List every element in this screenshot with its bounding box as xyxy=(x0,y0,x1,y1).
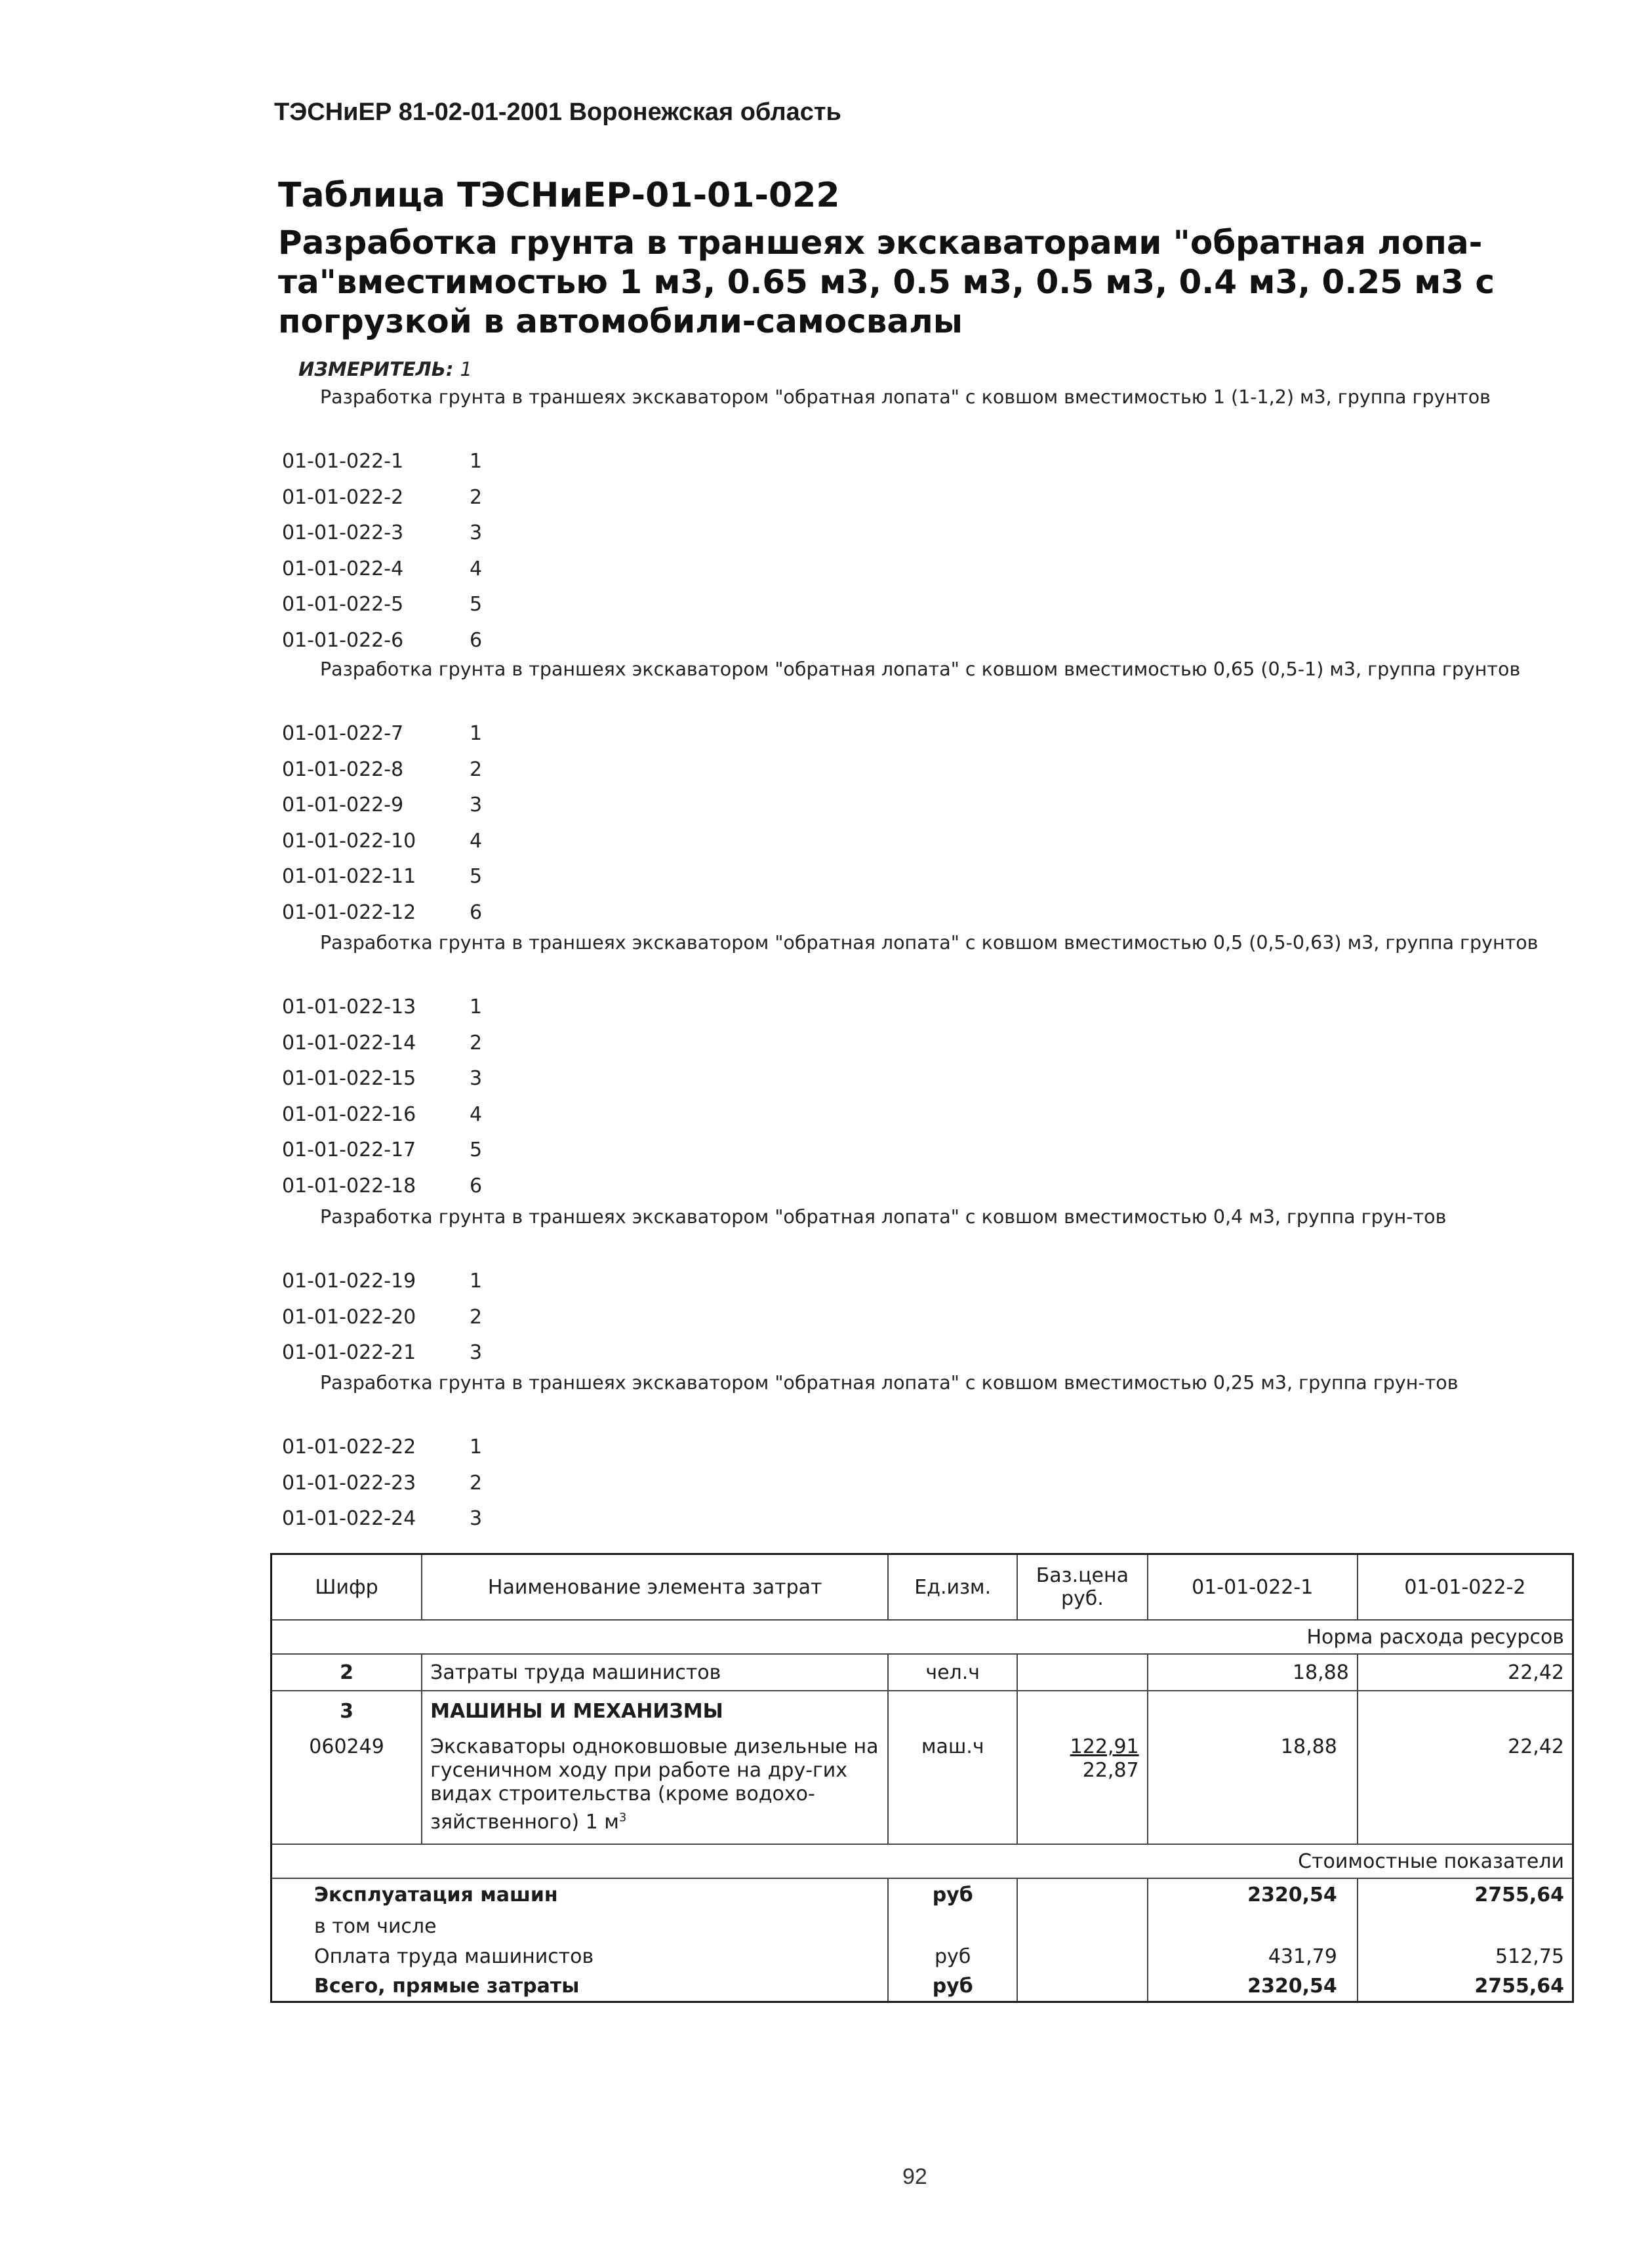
labor-unit: чел.ч xyxy=(888,1654,1017,1691)
header-col-1: 01-01-022-1 xyxy=(1148,1554,1358,1621)
section-norm-row xyxy=(272,1620,1573,1654)
labor-row xyxy=(272,1654,1573,1691)
group-description: Разработка грунта в траншеях экскаватором "обратная лопата" с ковшом вместимостью 0,65 (0,5-1) м3, группа грунтов xyxy=(320,658,1521,680)
item-code: 01-01-022-15 xyxy=(282,1067,416,1090)
machines-price xyxy=(1017,1691,1148,1731)
machine-code: 060249 xyxy=(309,1735,384,1758)
item-number: 3 xyxy=(470,1507,483,1530)
cost-row-value-2: 2755,64 xyxy=(1358,1971,1573,2002)
item-code: 01-01-022-22 xyxy=(282,1436,416,1459)
item-number: 5 xyxy=(470,1139,483,1161)
labor-value-2: 22,42 xyxy=(1358,1654,1573,1691)
measure-line xyxy=(298,358,472,380)
item-code: 01-01-022-12 xyxy=(282,901,416,924)
item-code: 01-01-022-16 xyxy=(282,1103,416,1126)
machine-price-cell xyxy=(1017,1731,1148,1844)
machines-unit xyxy=(888,1691,1017,1731)
item-number: 4 xyxy=(470,1103,483,1126)
cost-row-label: Эксплуатация машин xyxy=(272,1878,889,1911)
item-code: 01-01-022-3 xyxy=(282,521,404,544)
machines-value-2 xyxy=(1358,1691,1573,1731)
header-col-2: 01-01-022-2 xyxy=(1358,1554,1573,1621)
table-title: Таблица ТЭСНиЕР-01-01-022 xyxy=(278,176,840,215)
item-number: 4 xyxy=(470,557,483,580)
item-number: 6 xyxy=(470,629,483,652)
item-number: 2 xyxy=(470,758,483,781)
item-number: 6 xyxy=(470,1175,483,1198)
item-number: 1 xyxy=(470,1436,483,1459)
cost-row-label: Оплата труда машинистов xyxy=(314,1945,594,1968)
item-code: 01-01-022-9 xyxy=(282,794,404,817)
machines-name: МАШИНЫ И МЕХАНИЗМЫ xyxy=(422,1691,888,1731)
item-code: 01-01-022-11 xyxy=(282,865,416,888)
item-code: 01-01-022-5 xyxy=(282,593,404,616)
cost-row-unit: руб xyxy=(888,1971,1017,2002)
item-code: 01-01-022-18 xyxy=(282,1175,416,1198)
cost-row-value-1: 431,79 xyxy=(1148,1941,1358,1971)
main-title: Разработка грунта в траншеях экскаваторами "обратная лопа-та"вместимостью 1 м3, 0.65 м3, 0.5 м3, 0.5 м3, 0.4 м3, 0.25 м3 с погрузкой в автомобили-самосвалы xyxy=(278,224,1495,340)
cost-row-value-2 xyxy=(1358,1911,1573,1941)
cost-row-unit xyxy=(888,1911,1017,1941)
machine-value-1: 18,88 xyxy=(1148,1731,1358,1844)
cost-table-header-row xyxy=(272,1554,1573,1621)
measure-value: 1 xyxy=(460,358,472,380)
item-number: 5 xyxy=(470,865,483,888)
machine-row xyxy=(272,1731,1573,1844)
section-norm-label: Норма расхода ресурсов xyxy=(272,1620,1573,1654)
item-number: 1 xyxy=(470,722,483,745)
header-name: Наименование элемента затрат xyxy=(422,1554,888,1621)
item-code: 01-01-022-24 xyxy=(282,1507,416,1530)
group-description: Разработка грунта в траншеях экскаватором "обратная лопата" с ковшом вместимостью 1 (1-1,2) м3, группа грунтов xyxy=(320,386,1491,408)
machine-price-top: 122,91 xyxy=(1070,1735,1139,1758)
item-number: 2 xyxy=(470,1306,483,1329)
item-number: 3 xyxy=(470,1067,483,1090)
header-unit: Ед.изм. xyxy=(888,1554,1017,1621)
cost-table xyxy=(270,1553,1574,2003)
cost-row xyxy=(272,1911,1573,1941)
cost-row xyxy=(272,1971,1573,2002)
item-number: 2 xyxy=(470,1032,483,1055)
cost-row-value-2: 2755,64 xyxy=(1358,1878,1573,1911)
cost-row-value-1: 2320,54 xyxy=(1148,1971,1358,2002)
item-number: 3 xyxy=(470,521,483,544)
item-code: 01-01-022-17 xyxy=(282,1139,416,1161)
machine-unit: маш.ч xyxy=(888,1731,1017,1844)
header-code: Шифр xyxy=(272,1554,422,1621)
labor-name: Затраты труда машинистов xyxy=(422,1654,888,1691)
item-number: 2 xyxy=(470,486,483,509)
cost-row-value-1 xyxy=(1148,1911,1358,1941)
item-code: 01-01-022-23 xyxy=(282,1472,416,1495)
cost-row xyxy=(272,1941,1573,1971)
machine-price-bottom: 22,87 xyxy=(1082,1759,1139,1782)
item-number: 3 xyxy=(470,794,483,817)
item-number: 6 xyxy=(470,901,483,924)
item-code: 01-01-022-8 xyxy=(282,758,404,781)
item-code: 01-01-022-1 xyxy=(282,450,404,473)
group-description: Разработка грунта в траншеях экскаватором "обратная лопата" с ковшом вместимостью 0,25 м3, группа грун-тов xyxy=(320,1372,1459,1394)
cost-row xyxy=(272,1878,1573,1911)
group-description: Разработка грунта в траншеях экскаватором "обратная лопата" с ковшом вместимостью 0,5 (0,5-0,63) м3, группа грунтов xyxy=(320,932,1539,954)
labor-price xyxy=(1017,1654,1148,1691)
cost-row-price xyxy=(1017,1941,1148,1971)
cost-row-price xyxy=(1017,1971,1148,2002)
item-code: 01-01-022-20 xyxy=(282,1306,416,1329)
item-code: 01-01-022-13 xyxy=(282,996,416,1018)
machine-name-sup: 3 xyxy=(618,1811,627,1825)
cost-row-label: в том числе xyxy=(314,1914,437,1938)
machine-name: Экскаваторы одноковшовые дизельные на гусеничном ходу при работе на дру-гих видах строительства (кроме водохо-зяйственного) 1 м xyxy=(430,1735,879,1834)
item-number: 1 xyxy=(470,1270,483,1293)
machine-value-2: 22,42 xyxy=(1358,1731,1573,1844)
cost-row-price xyxy=(1017,1911,1148,1941)
item-number: 1 xyxy=(470,996,483,1018)
item-number: 4 xyxy=(470,830,483,853)
machines-value-1 xyxy=(1148,1691,1358,1731)
item-code: 01-01-022-6 xyxy=(282,629,404,652)
cost-row-value-2: 512,75 xyxy=(1358,1941,1573,1971)
header-base-price: Баз.цена руб. xyxy=(1017,1554,1148,1621)
cost-row-value-1: 2320,54 xyxy=(1148,1878,1358,1911)
item-code: 01-01-022-21 xyxy=(282,1341,416,1364)
cost-row-label: Всего, прямые затраты xyxy=(314,1974,580,1998)
item-code: 01-01-022-7 xyxy=(282,722,404,745)
item-number: 5 xyxy=(470,593,483,616)
item-number: 1 xyxy=(470,450,483,473)
document-header: ТЭСНиЕР 81-02-01-2001 Воронежская область xyxy=(274,98,841,126)
cost-row-unit: руб xyxy=(888,1878,1017,1911)
item-code: 01-01-022-2 xyxy=(282,486,404,509)
cost-row-price xyxy=(1017,1878,1148,1911)
measure-label: ИЗМЕРИТЕЛЬ: xyxy=(298,358,454,380)
item-code: 01-01-022-4 xyxy=(282,557,404,580)
page-number: 92 xyxy=(902,2164,927,2189)
group-description: Разработка грунта в траншеях экскаватором "обратная лопата" с ковшом вместимостью 0,4 м3, группа грун-тов xyxy=(320,1206,1447,1228)
section-cost-row xyxy=(272,1844,1573,1878)
labor-code: 2 xyxy=(272,1654,422,1691)
item-code: 01-01-022-10 xyxy=(282,830,416,853)
machines-header-row xyxy=(272,1691,1573,1731)
item-number: 3 xyxy=(470,1341,483,1364)
item-code: 01-01-022-19 xyxy=(282,1270,416,1293)
cost-row-unit: руб xyxy=(888,1941,1017,1971)
item-code: 01-01-022-14 xyxy=(282,1032,416,1055)
section-cost-label: Стоимостные показатели xyxy=(272,1844,1573,1878)
labor-value-1: 18,88 xyxy=(1148,1654,1358,1691)
machines-code: 3 xyxy=(272,1691,422,1731)
machine-name-cell xyxy=(422,1731,888,1844)
item-number: 2 xyxy=(470,1472,483,1495)
